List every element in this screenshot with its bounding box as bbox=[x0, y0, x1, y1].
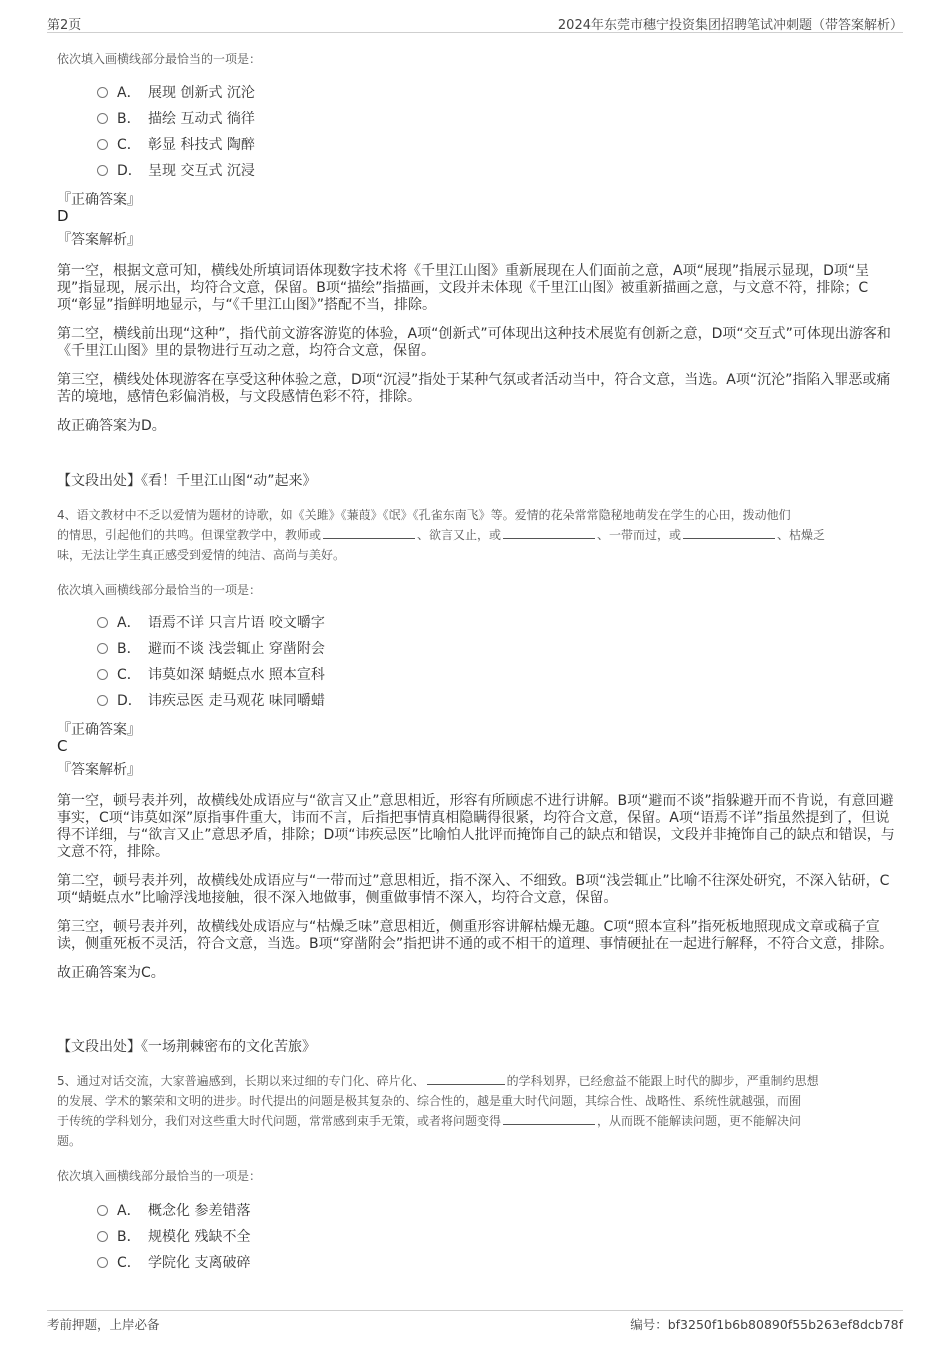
option-a[interactable]: A． 语焉不详 只言片语 咬文嚼字 bbox=[97, 609, 325, 635]
question-5-text: 5、通过对话交流，大家普遍感到，长期以来过细的专门化、碎片化、 的学科划界，已经愈益不能跟上时代的脚步，严重制约思想 的发展、学术的繁荣和文明的进步。时代提出的问题是极其复杂的、综合性的，越是重大时代问题，其综合性、战略性、系统性就越强，而囿 于传统的学科划分，我们对这些重大时代问题，常常感到束手无策，或者将问题变得 ，从而既不能解读问题，更不能解决问 题。 bbox=[57, 1074, 819, 1148]
answer-value: D bbox=[57, 207, 69, 225]
analysis-conclusion: 故正确答案为C。 bbox=[57, 965, 165, 981]
option-a[interactable]: A． 概念化 参差错落 bbox=[97, 1197, 250, 1223]
radio-icon[interactable] bbox=[97, 113, 108, 124]
fill-blank bbox=[503, 526, 595, 539]
document-title: 2024年东莞市穗宁投资集团招聘笔试冲刺题（带答案解析） bbox=[557, 18, 903, 33]
analysis-paragraph: 第一空，顿号表并列，故横线处成语应与“欲言又止”意思相近，形容有所顾虑不进行讲解。B项“避而不谈”指躲避开而不肯说，有意回避事实，C项“讳莫如深”原指事件重大，讳而不言，后指把事情真相隐瞒得很紧，均符合文意，保留。A项“语焉不详”指虽然提到了，但说得不详细，与“欲言又止”意思矛盾，排除；D项“讳疾忌医”比喻怕人批评而掩饰自己的缺点和错误，文段并非掩饰自己的缺点和错误，与文意不符，排除。 bbox=[57, 793, 895, 860]
radio-icon[interactable] bbox=[97, 165, 108, 176]
option-d[interactable]: D． 呈现 交互式 沉浸 bbox=[97, 157, 255, 183]
question-4-text: 4、语文教材中不乏以爱情为题材的诗歌，如《关雎》《蒹葭》《氓》《孔雀东南飞》等。爱情的花朵常常隐秘地萌发在学生的心田，拨动他们 的情思，引起他们的共鸣。但课堂教学中，教师或 、欲言又止，或 、一带而过，或 、枯燥乏 味，无法让学生真正感受到爱情的纯洁、高尚与美好。 bbox=[57, 508, 826, 562]
source-citation: 【文段出处】《看！千里江山图“动”起来》 bbox=[57, 473, 317, 489]
page-footer bbox=[47, 1310, 903, 1334]
analysis-paragraph: 第二空，顿号表并列，故横线处成语应与“一带而过”意思相近，指不深入、不细致。B项“浅尝辄止”比喻不往深处研究，不深入钻研，C项“蜻蜓点水”比喻浮浅地接触，很不深入地做事，侧重做事情不深入，均符合文意，保留。 bbox=[57, 873, 890, 906]
radio-icon[interactable] bbox=[97, 1205, 108, 1216]
analysis-text bbox=[57, 263, 900, 447]
analysis-paragraph: 第一空，根据文意可知，横线处所填词语体现数字技术将《千里江山图》重新展现在人们面前之意，A项“展现”指展示显现，D项“呈现”指显现，展示出，均符合文意，保留。B项“描绘”指描画，文段并未体现《千里江山图》被重新描画之意，与文意不符，排除；C项“彰显”指鲜明地显示，与“《千里江山图》”搭配不当，排除。 bbox=[57, 263, 870, 313]
footer-slogan: 考前押题，上岸必备 bbox=[47, 1317, 160, 1332]
radio-icon[interactable] bbox=[97, 139, 108, 150]
answer-label: 『正确答案』 bbox=[57, 722, 141, 738]
options-list bbox=[97, 1197, 250, 1275]
question-prompt: 依次填入画横线部分最恰当的一项是： bbox=[57, 583, 262, 597]
options-list bbox=[97, 609, 325, 713]
options-list bbox=[97, 79, 255, 183]
option-a[interactable]: A． 展现 创新式 沉沦 bbox=[97, 79, 255, 105]
radio-icon[interactable] bbox=[97, 643, 108, 654]
page-number: 第2页 bbox=[47, 18, 82, 33]
option-c[interactable]: C． 学院化 支离破碎 bbox=[97, 1249, 250, 1275]
option-b[interactable]: B． 避而不谈 浅尝辄止 穿凿附会 bbox=[97, 635, 325, 661]
radio-icon[interactable] bbox=[97, 87, 108, 98]
fill-blank bbox=[503, 1112, 595, 1125]
radio-icon[interactable] bbox=[97, 695, 108, 706]
fill-blank bbox=[427, 1072, 505, 1085]
fill-blank bbox=[323, 526, 415, 539]
option-c[interactable]: C． 讳莫如深 蜻蜓点水 照本宣科 bbox=[97, 661, 325, 687]
option-d[interactable]: D． 讳疾忌医 走马观花 味同嚼蜡 bbox=[97, 687, 325, 713]
option-c[interactable]: C． 彰显 科技式 陶醉 bbox=[97, 131, 255, 157]
analysis-label: 『答案解析』 bbox=[57, 232, 141, 248]
source-citation: 【文段出处】《一场荆棘密布的文化苦旅》 bbox=[57, 1039, 316, 1055]
document-id: 编号：bf3250f1b6b80890f55b263ef8dcb78f bbox=[630, 1317, 903, 1332]
fill-blank bbox=[683, 526, 775, 539]
radio-icon[interactable] bbox=[97, 669, 108, 680]
page-header bbox=[47, 14, 903, 33]
radio-icon[interactable] bbox=[97, 1257, 108, 1268]
answer-value: C bbox=[57, 737, 68, 755]
answer-label: 『正确答案』 bbox=[57, 192, 141, 208]
option-b[interactable]: B． 规模化 残缺不全 bbox=[97, 1223, 250, 1249]
radio-icon[interactable] bbox=[97, 1231, 108, 1242]
question-prompt: 依次填入画横线部分最恰当的一项是： bbox=[57, 1169, 262, 1183]
analysis-conclusion: 故正确答案为D。 bbox=[57, 418, 166, 434]
analysis-text bbox=[57, 793, 900, 994]
analysis-paragraph: 第三空，顿号表并列，故横线处成语应与“枯燥乏味”意思相近，侧重形容讲解枯燥无趣。C项“照本宣科”指死板地照现成文章或稿子宣读，侧重死板不灵活，符合文意，当选。B项“穿凿附会”指把讲不通的或不相干的道理、事情硬扯在一起进行解释，不符合文意，排除。 bbox=[57, 919, 894, 952]
analysis-label: 『答案解析』 bbox=[57, 762, 141, 778]
radio-icon[interactable] bbox=[97, 617, 108, 628]
question-prompt: 依次填入画横线部分最恰当的一项是： bbox=[57, 52, 262, 66]
option-b[interactable]: B． 描绘 互动式 徜徉 bbox=[97, 105, 255, 131]
analysis-paragraph: 第二空，横线前出现“这种”，指代前文游客游览的体验，A项“创新式”可体现出这种技术展览有创新之意，D项“交互式”可体现出游客和《千里江山图》里的景物进行互动之意，均符合文意，保留。 bbox=[57, 326, 891, 359]
analysis-paragraph: 第三空，横线处体现游客在享受这种体验之意，D项“沉浸”指处于某种气氛或者活动当中，符合文意，当选。A项“沉沦”指陷入罪恶或痛苦的境地，感情色彩偏消极，与文段感情色彩不符，排除。 bbox=[57, 372, 891, 405]
